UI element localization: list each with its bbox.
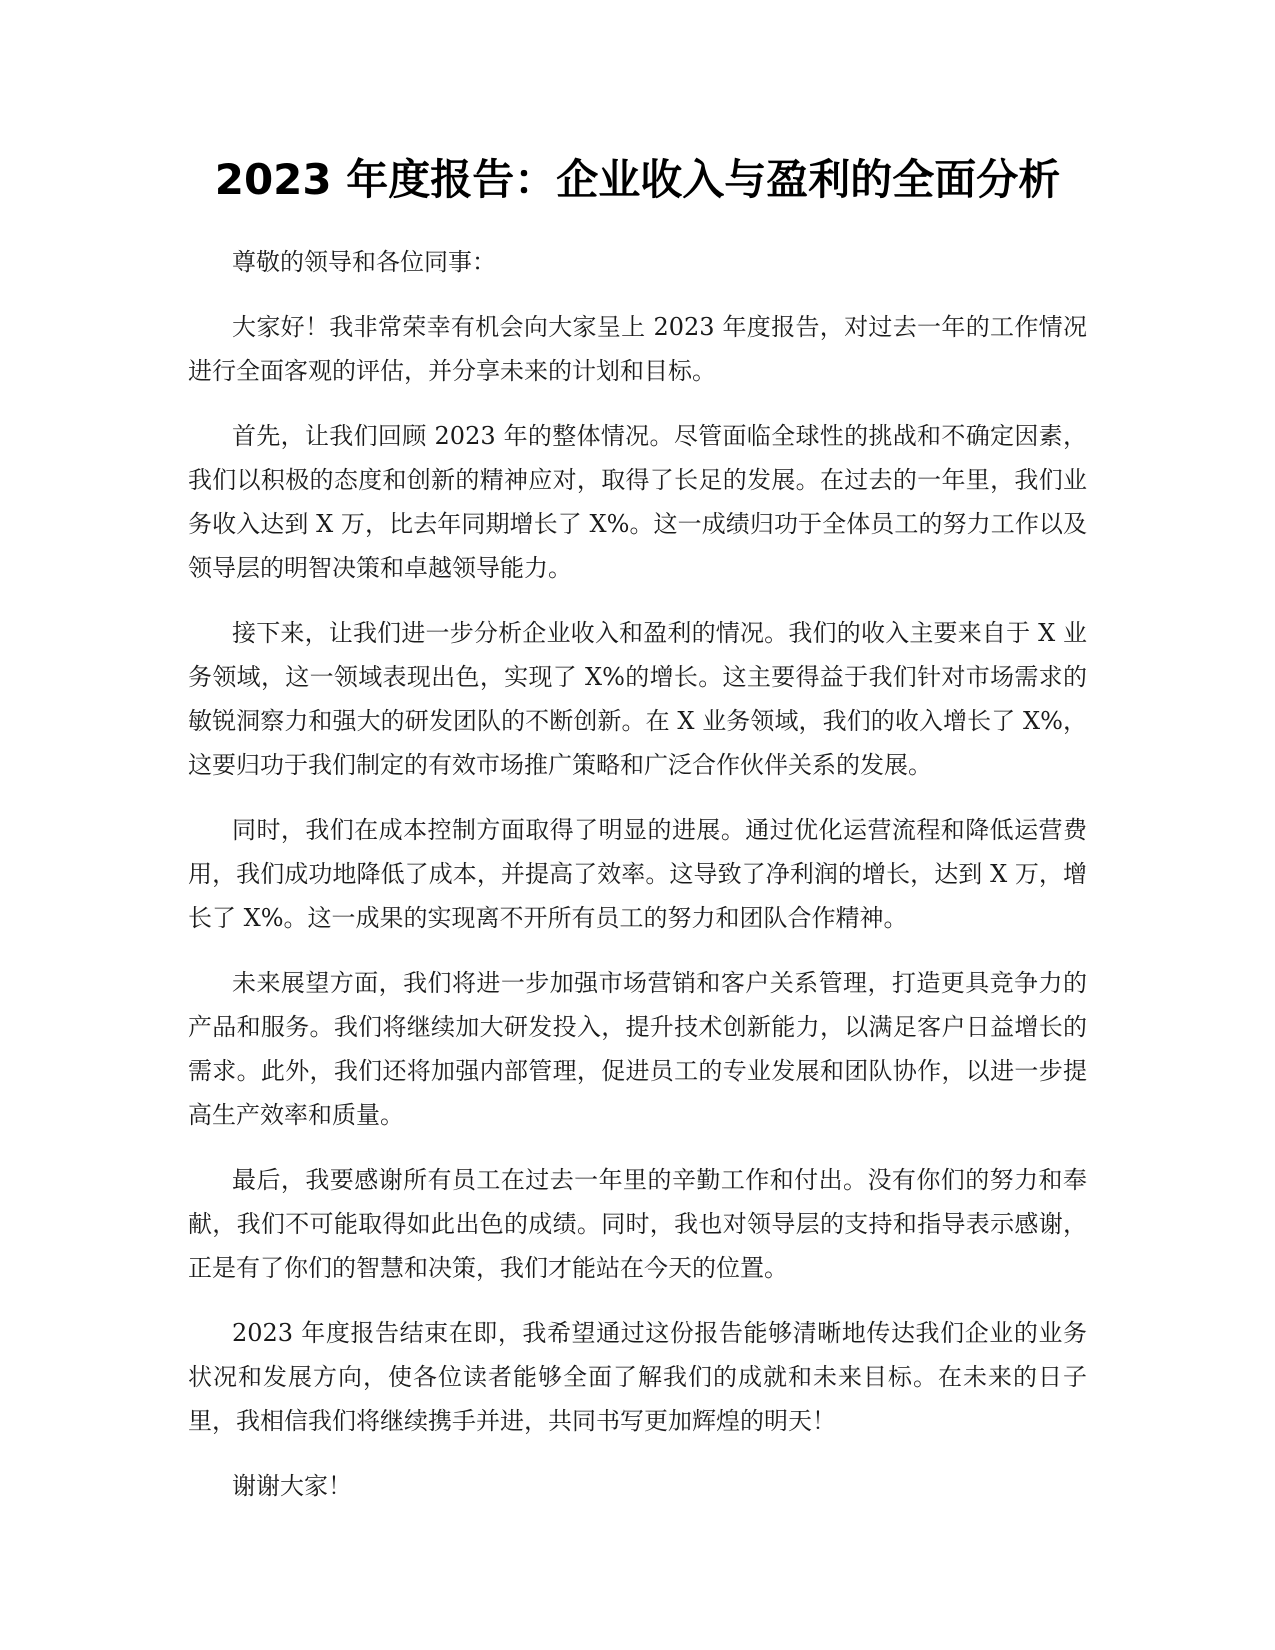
paragraph-salutation: 尊敬的领导和各位同事： [232, 248, 496, 276]
paragraph-closing: 谢谢大家！ [232, 1472, 352, 1500]
paragraph-thanks: 最后，我要感谢所有员工在过去一年里的辛勤工作和付出。没有你们的努力和奉献，我们不可能取得如此出色的成绩。同时，我也对领导层的支持和指导表示感谢，正是有了你们的智慧和决策，我们才能站在今天的位置。 [188, 1166, 1087, 1282]
paragraph-overview: 首先，让我们回顾 2023 年的整体情况。尽管面临全球性的挑战和不确定因素，我们以积极的态度和创新的精神应对，取得了长足的发展。在过去的一年里，我们业务收入达到 X 万，比去年同期增长了 X%。这一成绩归功于全体员工的努力工作以及领导层的明智决策和卓越领导能力。 [188, 422, 1087, 582]
document-title: 2023 年度报告：企业收入与盈利的全面分析 [214, 155, 1061, 204]
document-body [188, 240, 1087, 1529]
paragraph-greeting: 大家好！我非常荣幸有机会向大家呈上 2023 年度报告，对过去一年的工作情况进行全面客观的评估，并分享未来的计划和目标。 [188, 313, 1087, 385]
paragraph-revenue-analysis: 接下来，让我们进一步分析企业收入和盈利的情况。我们的收入主要来自于 X 业务领域，这一领域表现出色，实现了 X%的增长。这主要得益于我们针对市场需求的敏锐洞察力和强大的研发团队的不断创新。在 X 业务领域，我们的收入增长了 X%，这要归功于我们制定的有效市场推广策略和广泛合作伙伴关系的发展。 [188, 619, 1087, 779]
paragraph-outlook: 未来展望方面，我们将进一步加强市场营销和客户关系管理，打造更具竞争力的产品和服务。我们将继续加大研发投入，提升技术创新能力，以满足客户日益增长的需求。此外，我们还将加强内部管理，促进员工的专业发展和团队协作，以进一步提高生产效率和质量。 [188, 969, 1087, 1129]
paragraph-conclusion: 2023 年度报告结束在即，我希望通过这份报告能够清晰地传达我们企业的业务状况和发展方向，使各位读者能够全面了解我们的成就和未来目标。在未来的日子里，我相信我们将继续携手并进，共同书写更加辉煌的明天！ [188, 1319, 1087, 1435]
paragraph-cost-control: 同时，我们在成本控制方面取得了明显的进展。通过优化运营流程和降低运营费用，我们成功地降低了成本，并提高了效率。这导致了净利润的增长，达到 X 万，增长了 X%。这一成果的实现离不开所有员工的努力和团队合作精神。 [188, 816, 1087, 932]
